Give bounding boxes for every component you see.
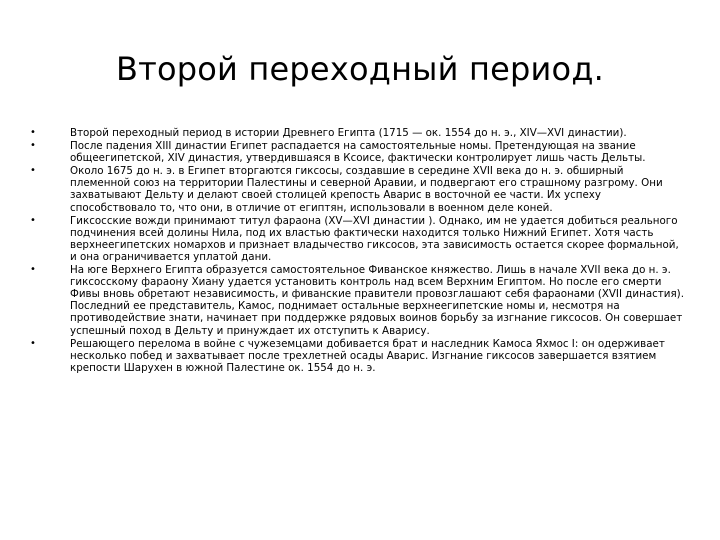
slide-title: Второй переходный период.: [115, 50, 605, 88]
bullet-icon: •: [30, 165, 36, 177]
list-item: [30, 127, 686, 139]
bullet-text: Около 1675 до н. э. в Египет вторгаются гиксосы, создавшие в середине XVII века до н. э. обширный племенной союз на территории Палестины и северной Аравии, и подвергают его страшному разгрому. Они захватывают Дельту и делают своей столицей крепость Аварис в восточной ее части. Их успеху способствовало то, что они, в отличие от египтян, использовали в военном деле коней.: [70, 165, 663, 214]
bullet-text: Второй переходный период в истории Древнего Египта (1715 — ок. 1554 до н. э., XIV—XVI династии).: [70, 127, 627, 139]
list-item: [30, 338, 686, 374]
bullet-text: После падения XIII династии Египет распадается на самостоятельные номы. Претендующая на звание общеегипетской, XIV династия, утвердившаяся в Ксоисе, фактически контролирует лишь часть Дельты.: [70, 140, 646, 165]
list-item: [30, 140, 686, 164]
bullet-icon: •: [30, 264, 36, 276]
list-item: [30, 165, 686, 213]
bullet-icon: •: [30, 127, 36, 138]
bullet-list: [30, 127, 686, 375]
bullet-text: Решающего перелома в войне с чужеземцами добивается брат и наследник Камоса Яхмос I: он одерживает несколько побед и захватывает после трехлетней осады Аварис. Изгнание гиксосов завершается взятием крепости Шарухен в южной Палестине ок. 1554 до н. э.: [70, 337, 665, 374]
bullet-text: На юге Верхнего Египта образуется самостоятельное Фиванское княжество. Лишь в начале XVII века до н. э. гиксосскому фараону Хиану удается установить контроль над всем Верхним Египтом. Но после его смерти Фивы вновь обретают независимость, и фиванские правители провозглашают себя фараонами (XVII династия). Последний ее представитель, Камос, поднимает остальные верхнеегипетские номы и, несмотря на противодействие знати, начинает при поддержке рядовых воинов борьбу за изгнание гиксосов. Он совершает успешный поход в Дельту и принуждает их отступить к Аварису.: [70, 264, 684, 337]
list-item: [30, 264, 686, 337]
list-item: [30, 215, 686, 263]
bullet-icon: •: [30, 214, 36, 226]
bullet-text: Гиксосские вожди принимают титул фараона (XV—XVI династии ). Однако, им не удается добиться реального подчинения всей долины Нила, под их властью фактически находится только Нижний Египет. Хотя часть верхнеегипетских номархов и признает владычество гиксосов, эта зависимость остается скорее формальной, и она ограничивается уплатой дани.: [70, 214, 679, 263]
bullet-icon: •: [30, 337, 36, 349]
bullet-icon: •: [30, 140, 36, 152]
